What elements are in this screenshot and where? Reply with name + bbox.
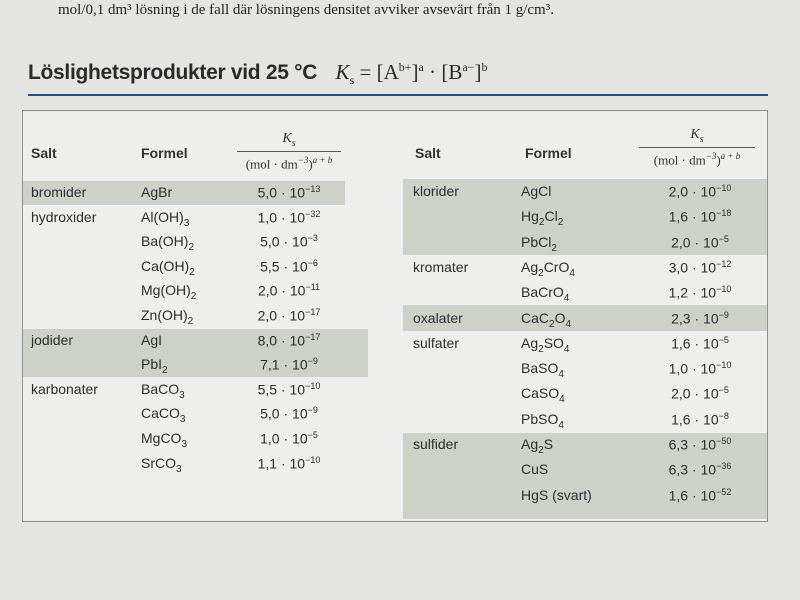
ks-value: $1,0 \cdot 10^{-5}$ [260,430,318,447]
salt-formula: BaCO$_3$ [141,380,185,401]
salt-group: kromater [413,258,469,275]
header-formula-right: Formel [525,145,572,161]
salt-formula: BaSO$_4$ [521,360,564,380]
ks-value: $5,0 \cdot 10^{-9}$ [260,405,318,423]
salt-formula: $Ca(OH)_2$ [141,257,195,278]
salt-formula: AgI [141,331,163,348]
salt-formula: $Ag_2SO_4$ [521,334,570,355]
salt-group: klorider [413,183,459,199]
salt-group: hydroxider [31,208,97,225]
salt-formula: CuS [521,461,549,478]
intro-text: mol/0,1 dm³ lösning i de fall där lösningens densitet avviker avsevärt från 1 g/cm³. [58,2,554,18]
ks-value: $1,1 \cdot 10^{-10}$ [257,454,321,472]
salt-formula: $Al(OH)_3$ [141,208,190,229]
ks-value: $1,6 \cdot 10^{-52}$ [668,486,732,504]
salt-group: sulfater [413,334,459,351]
header-salt-left: Salt [31,145,57,161]
ks-value: $5,5 \cdot 10^{-10}$ [257,380,321,398]
ks-value: $7,1 \cdot 10^{-9}$ [260,356,318,373]
ks-value: $1,0 \cdot 10^{-10}$ [668,360,732,377]
salt-formula: BaCrO$_4$ [521,284,570,304]
ks-value: $2,3 \cdot 10^{-9}$ [671,309,729,327]
salt-formula: PbCl$_2$ [521,233,557,254]
salt-formula: CaCO$_3$ [141,405,186,426]
ks-value: $2,0 \cdot 10^{-10}$ [668,183,732,200]
salt-formula: $Ag_2S$ [521,436,554,456]
section-title: Löslighetsprodukter vid 25 °C [28,61,318,84]
section-heading [28,60,768,96]
ks-formula: $K_s = [A^{b+}]^a \cdot [B^{a-}]^b$ [335,60,488,88]
salt-formula: $Hg_2Cl_2$ [521,208,564,229]
salt-formula: $Ag_2CrO_4$ [521,258,575,279]
ks-value: $6,3 \cdot 10^{-50}$ [668,436,732,453]
ks-value: $1,6 \cdot 10^{-5}$ [671,334,729,352]
salt-group: karbonater [31,380,98,397]
ks-value: $3,0 \cdot 10^{-12}$ [668,258,732,276]
salt-group: oxalater [413,309,463,326]
header-ks-right: $K_s$ $(mol \cdot dm^{-3})^{a + b}$ [639,127,755,168]
header-formula-left: Formel [141,145,188,161]
salt-formula: PbI$_2$ [141,356,168,376]
salt-formula: MgCO$_3$ [141,430,188,450]
salt-formula: AgCl [521,183,552,199]
ks-value: $2,0 \cdot 10^{-17}$ [257,307,321,324]
salt-formula: $Ba(OH)_2$ [141,233,195,253]
salt-formula: AgBr [141,184,173,200]
ks-value: $5,0 \cdot 10^{-13}$ [257,184,321,201]
header-salt-right: Salt [415,145,441,161]
salt-formula: HgS (svart) [521,486,592,503]
salt-group: sulfider [413,436,459,452]
ks-value: $2,0 \cdot 10^{-5}$ [671,385,729,403]
ks-value: $5,0 \cdot 10^{-3}$ [260,233,318,250]
salt-formula: CaSO$_4$ [521,385,565,406]
ks-value: $6,3 \cdot 10^{-36}$ [668,461,732,478]
header-ks-left: $K_s$ $(mol \cdot dm^{-3})^{a + b}$ [237,131,341,172]
ks-value: $1,6 \cdot 10^{-18}$ [668,208,732,225]
salt-formula: SrCO$_3$ [141,454,182,475]
ks-value: $8,0 \cdot 10^{-17}$ [257,331,321,349]
salt-formula: $Mg(OH)_2$ [141,282,197,303]
solubility-table [22,110,768,522]
salt-formula: $CaC_2O_4$ [521,309,572,330]
ks-value: $1,0 \cdot 10^{-32}$ [257,208,321,226]
ks-value: $5,5 \cdot 10^{-6}$ [260,257,318,275]
ks-value: $2,0 \cdot 10^{-5}$ [671,233,729,251]
ks-value: $1,6 \cdot 10^{-8}$ [671,410,729,428]
salt-formula: $Zn(OH)_2$ [141,307,194,327]
ks-value: $1,2 \cdot 10^{-10}$ [668,284,732,301]
salt-group: jodider [31,331,74,348]
salt-group: bromider [31,184,87,200]
ks-value: $2,0 \cdot 10^{-11}$ [257,282,321,300]
salt-formula: PbSO$_4$ [521,410,564,431]
